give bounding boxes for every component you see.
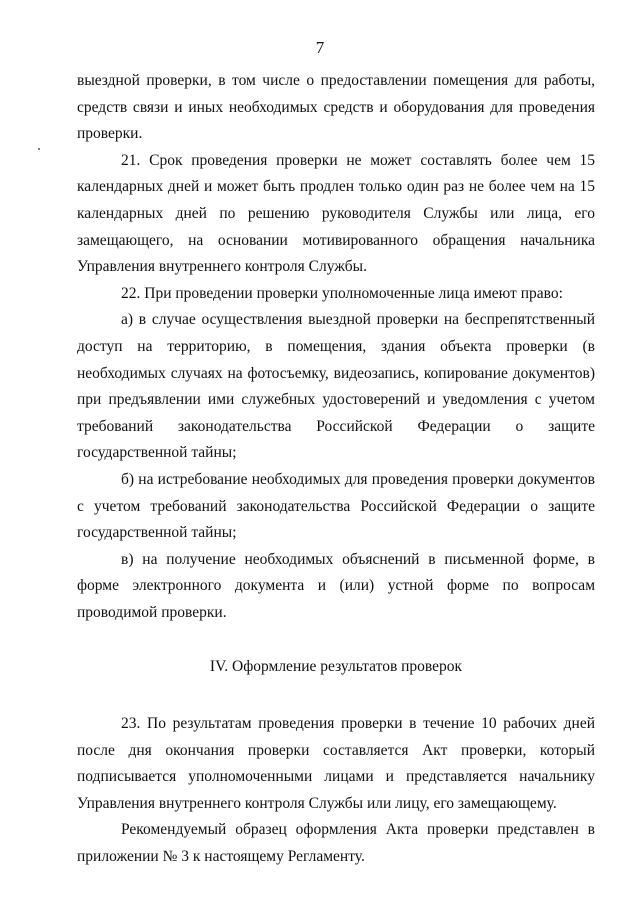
spacer xyxy=(77,626,595,654)
paragraph-recommended-template: Рекомендуемый образец оформления Акта проверки представлен в приложении № 3 к настоящему Регламенту. xyxy=(77,821,595,866)
paragraph-22-a: а) в случае осуществления выездной проверки на беспрепятственный доступ на территорию, в помещения, здания объекта проверки (в необходимых случаях на фотосъемку, видеозапись, копирование документов) при предъявлении ими служебных удостоверений и уведомления с учетом требований законодательства Российской Федерации о защите государственной тайны; xyxy=(77,311,595,462)
section-heading: IV. Оформление результатов проверок xyxy=(209,658,463,676)
document-body xyxy=(77,68,595,871)
paragraph-23: 23. По результатам проведения проверки в течение 10 рабочих дней после дня окончания проверки составляется Акт проверки, который подписывается уполномоченными лицами и представляется начальнику Управления внутреннего контроля Службы или лицу, его замещающему. xyxy=(77,715,595,812)
paragraph-22-b: б) на истребование необходимых для проведения проверки документов с учетом требований законодательства Российской Федерации о защите государственной тайны; xyxy=(77,470,595,542)
page-number: 7 xyxy=(315,38,325,57)
paragraph-continuation: выездной проверки, в том числе о предоставлении помещения для работы, средств связи и иных необходимых средств и оборудования для проведения проверки. xyxy=(77,72,595,143)
scan-speck xyxy=(38,148,40,150)
paragraph-22: 22. При проведении проверки уполномоченные лица имеют право: xyxy=(121,284,563,302)
paragraph-21: 21. Срок проведения проверки не может составлять более чем 15 календарных дней и может быть продлен только один раз не более чем на 15 календарных дней по решению руководителя Службы или лица, его замещающего, на основании мотивированного обращения начальника Управления внутреннего контроля Службы. xyxy=(77,151,595,276)
paragraph-22-v: в) на получение необходимых объяснений в письменной форме, в форме электронного документа и (или) устной форме по вопросам проводимой проверки. xyxy=(77,550,595,621)
spacer xyxy=(77,681,595,711)
